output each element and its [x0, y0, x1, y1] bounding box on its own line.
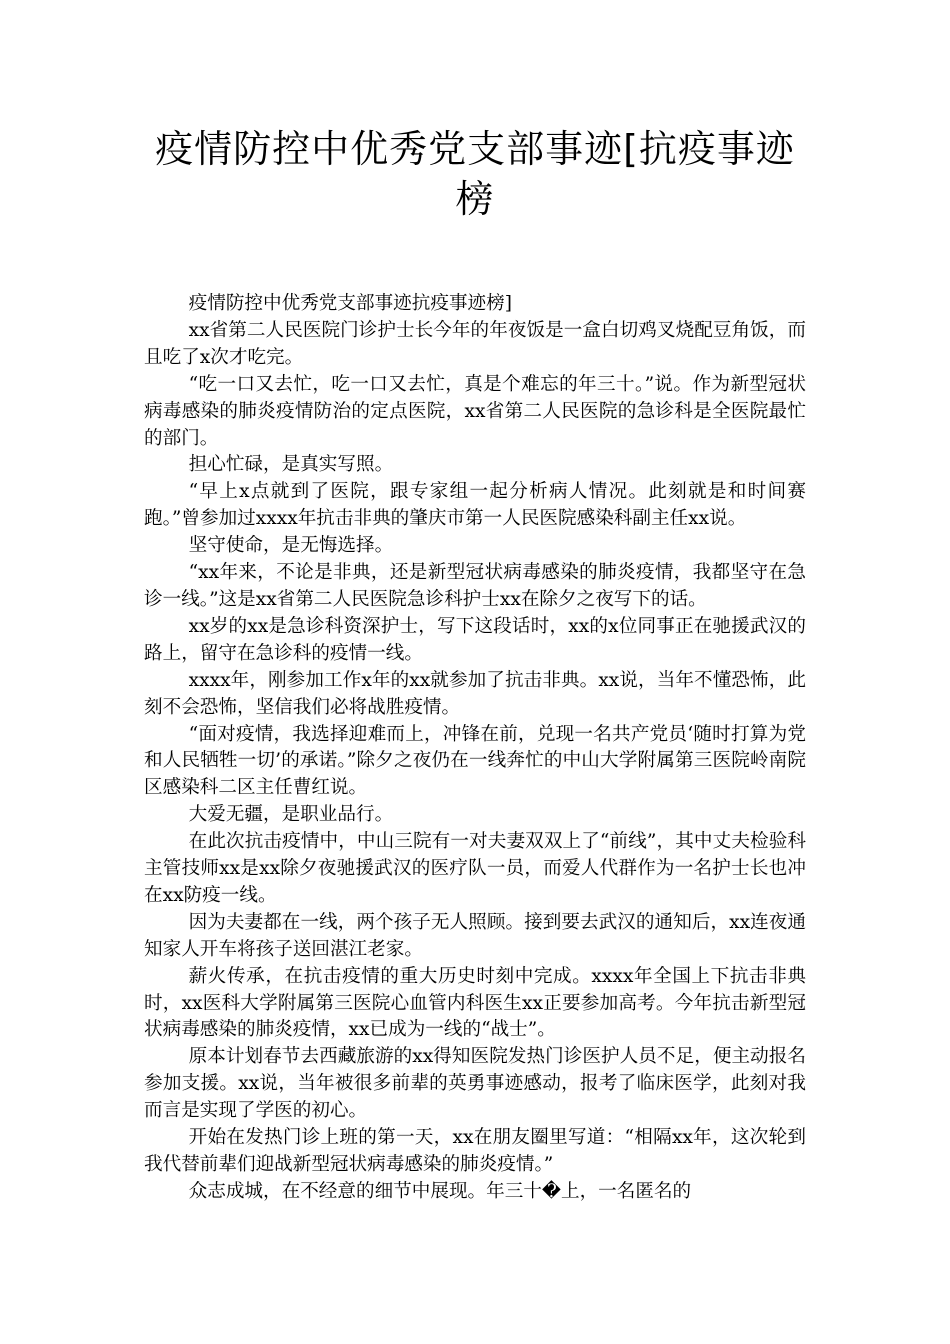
paragraph: “xx年来，不论是非典，还是新型冠状病毒感染的肺炎疫情，我都坚守在急诊一线。”这是xx省第二人民医院急诊科护士xx在除夕之夜写下的话。: [144, 562, 806, 610]
paragraph: xxxx年，刚参加工作x年的xx就参加了抗击非典。xx说，当年不懂恐怖，此刻不会恐怖，坚信我们必将战胜疫情。: [144, 669, 806, 718]
paragraph: xx岁的xx是急诊科资深护士，写下这段话时，xx的x位同事正在驰援武汉的路上，留守在急诊科的疫情一线。: [144, 615, 806, 664]
paragraph: 在此次抗击疫情中，中山三院有一对夫妻双双上了“前线”，其中丈夫检验科主管技师xx是xx除夕夜驰援武汉的医疗队一员，而爱人代群作为一名护士长也冲在xx防疫一线。: [144, 831, 806, 906]
paragraph: 开始在发热门诊上班的第一天，xx在朋友圈里写道：“相隔xx年，这次轮到我代替前辈们迎战新型冠状病毒感染的肺炎疫情。”: [144, 1127, 806, 1175]
paragraph: 因为夫妻都在一线，两个孩子无人照顾。接到要去武汉的通知后，xx连夜通知家人开车将孩子送回湛江老家。: [144, 911, 806, 960]
paragraph: xx省第二人民医院门诊护士长今年的年夜饭是一盒白切鸡叉烧配豆角饭，而且吃了x次才吃完。: [144, 319, 806, 368]
paragraph: 疫情防控中优秀党支部事迹抗疫事迹榜]: [188, 293, 512, 314]
paragraph: “面对疫情，我选择迎难而上，冲锋在前，兑现一名共产党员‘随时打算为党和人民牺牲一切’的承诺。”除夕之夜仍在一线奔忙的中山大学附属第三医院岭南院区感染科二区主任曹红说。: [144, 723, 806, 799]
paragraph: 坚守使命，是无悔选择。: [188, 535, 394, 557]
paragraph: “早上x点就到了医院，跟专家组一起分析病人情况。此刻就是和时间赛跑。”曾参加过xxxx年抗击非典的肇庆市第一人民医院感染科副主任xx说。: [144, 481, 806, 530]
paragraph: 薪火传承，在抗击疫情的重大历史时刻中完成。xxxx年全国上下抗击非典时，xx医科大学附属第三医院心血管内科医生xx正要参加高考。今年抗击新型冠状病毒感染的肺炎疫情，xx已成为一线的“战士”。: [144, 965, 806, 1041]
paragraph: 众志成城，在不经意的细节中展现。年三十�上，一名匿名的: [188, 1180, 692, 1202]
document-title: 疫情防控中优秀党支部事迹[抗疫事迹榜: [155, 127, 795, 221]
paragraph: 原本计划春节去西藏旅游的xx得知医院发热门诊医护人员不足，便主动报名参加支援。xx说，当年被很多前辈的英勇事迹感动，报考了临床医学，此刻对我而言是实现了学医的初心。: [144, 1046, 806, 1122]
paragraph: 担心忙碌，是真实写照。: [188, 454, 394, 476]
document-body: [144, 291, 806, 1206]
paragraph: 大爱无疆，是职业品行。: [188, 804, 394, 826]
paragraph: “吃一口又去忙，吃一口又去忙，真是个难忘的年三十。”说。作为新型冠状病毒感染的肺炎疫情防治的定点医院，xx省第二人民医院的急诊科是全医院最忙的部门。: [144, 373, 806, 449]
